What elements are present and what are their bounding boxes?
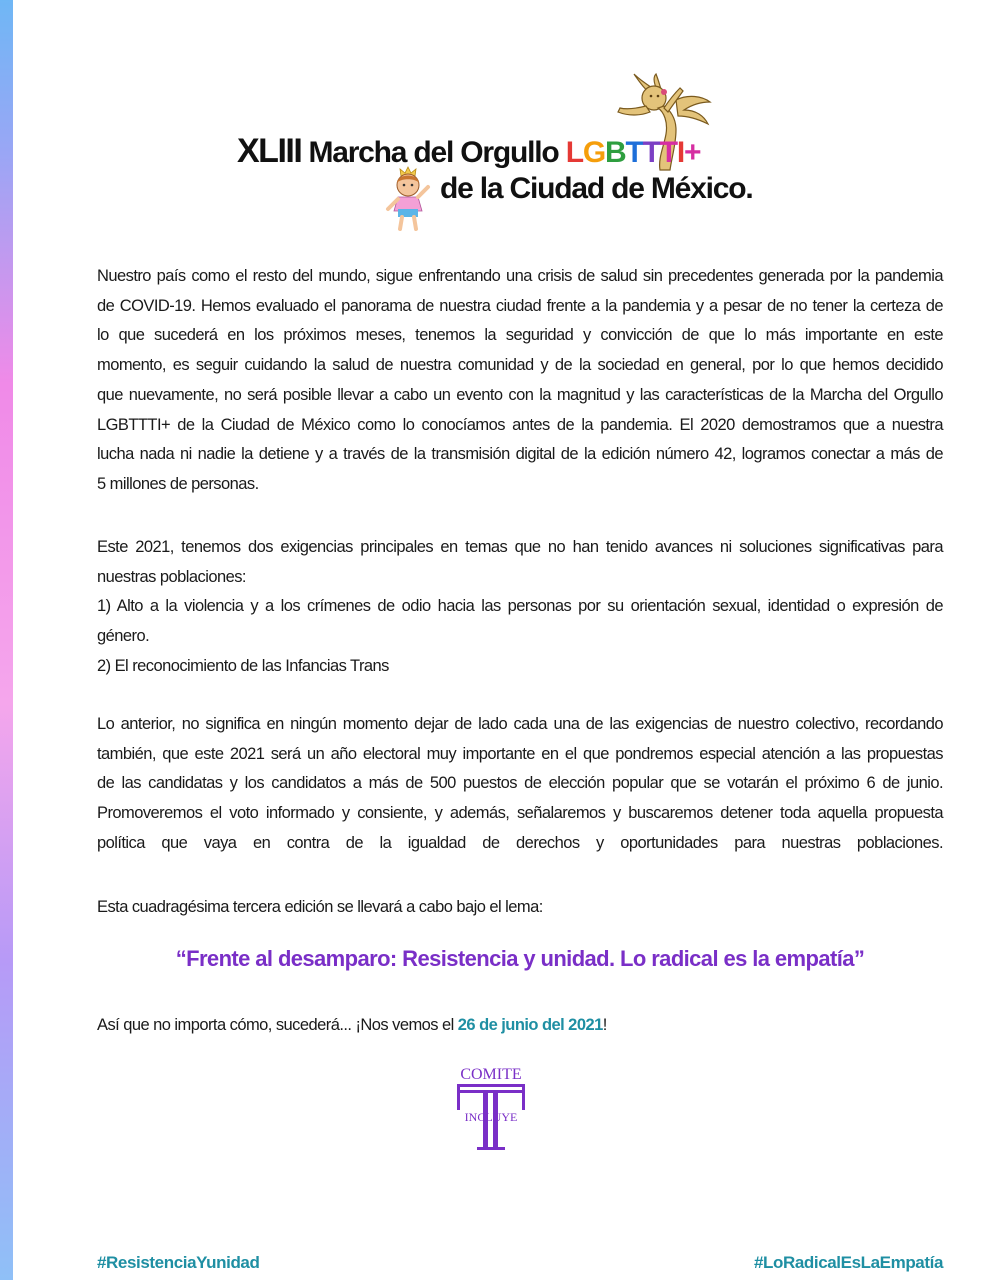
paragraph-demands xyxy=(97,533,943,682)
text-line: Nuestro país como el resto del mundo, sigue enfrentando una crisis de salud sin precedentes generada por la pandemia xyxy=(97,267,943,285)
document-title-line2: de la Ciudad de México. xyxy=(440,172,753,205)
title-acronym-letter: L xyxy=(565,136,583,169)
text-line: lo que sucederá en los próximos meses, tenemos la seguridad y convicción de que lo más importante en este xyxy=(97,326,943,345)
motto-slogan: “Frente al desamparo: Resistencia y unidad. Lo radical es la empatía” xyxy=(175,946,865,971)
title-acronym-letter: B xyxy=(604,136,626,169)
paragraph-motto-intro: Esta cuadragésima tercera edición se llevará a cabo bajo el lema: xyxy=(97,898,543,916)
text-line: de COVID-19. Hemos evaluado el panorama de nuestra ciudad frente a la pandemia y a pesar de no tener la certeza de xyxy=(97,296,943,315)
text-line: 2) El reconocimiento de las Infancias Trans xyxy=(97,656,389,675)
text-line: género. xyxy=(97,627,150,646)
title-acronym-letter: I xyxy=(676,136,685,169)
text-line: Lo anterior, no significa en ningún momento dejar de lado cada una de las exigencias de nuestro colectivo, recordando xyxy=(97,715,943,733)
text-line: Promoveremos el voto informado y consiente, y además, señalaremos y buscaremos detener toda aquella propuesta xyxy=(97,804,943,823)
text-line: 1) Alto a la violencia y a los crímenes de odio hacia las personas por su orientación sexual, identidad o expresión de xyxy=(97,597,943,616)
title-acronym-letter: T xyxy=(625,136,643,169)
paragraph-pandemic xyxy=(97,262,943,500)
hashtag-left: #ResistenciaYunidad xyxy=(97,1253,260,1272)
comite-incluye-logo xyxy=(445,1066,537,1152)
text-line: nuestras poblaciones: xyxy=(97,567,246,586)
title-acronym xyxy=(566,136,701,169)
child-illustration-icon xyxy=(378,165,434,235)
title-acronym-letter: G xyxy=(582,136,605,169)
text-line: también, que este 2021 será un año electoral muy importante en el que pondremos especial atención a las propuestas xyxy=(97,744,943,763)
closing-pre-text: Así que no importa cómo, sucederá... ¡Nos vemos el xyxy=(97,1016,458,1034)
text-line: de las candidatas y los candidatos a más de 500 puestos de elección popular que se votarán el próximo 6 de junio. xyxy=(97,774,943,793)
paragraph-electoral xyxy=(97,710,943,859)
text-line: 5 millones de personas. xyxy=(97,474,259,493)
document-title xyxy=(237,132,700,171)
text-line: que nuevamente, no será posible llevar a cabo un evento con la magnitud y las características de la Marcha del Orgullo xyxy=(97,385,943,404)
text-line: Este 2021, tenemos dos exigencias principales en temas que no han tenido avances ni soluciones significativas para xyxy=(97,538,943,556)
closing-post-text: ! xyxy=(602,1016,607,1034)
logo-bottom-text: INCLUYE xyxy=(464,1110,518,1124)
title-acronym-letter: + xyxy=(684,136,701,169)
text-line: lucha nada ni nadie la detiene y a través de la transmisión digital de la edición número 42, logramos conectar a más de xyxy=(97,445,943,464)
text-line: momento, es seguir cuidando la salud de nuestra comunidad y de la sociedad en general, por lo que hemos decidido xyxy=(97,356,943,375)
logo-top-text: COMITE xyxy=(460,1066,522,1083)
text-line: política que vaya en contra de la igualdad de derechos y oportunidades para nuestras poblaciones. xyxy=(97,833,943,852)
title-roman-numeral: XLIII xyxy=(237,132,302,170)
hashtag-right: #LoRadicalEsLaEmpatía xyxy=(753,1253,943,1272)
closing-line xyxy=(97,1011,943,1041)
title-acronym-letter: T xyxy=(642,136,660,169)
march-date: 26 de junio del 2021 xyxy=(457,1016,603,1034)
title-acronym-letter: T xyxy=(659,136,677,169)
text-line: LGBTTTI+ de la Ciudad de México como lo conocíamos antes de la pandemia. El 2020 demostramos que a nuestra xyxy=(97,415,943,434)
title-pre-text: Marcha del Orgullo xyxy=(308,136,559,169)
